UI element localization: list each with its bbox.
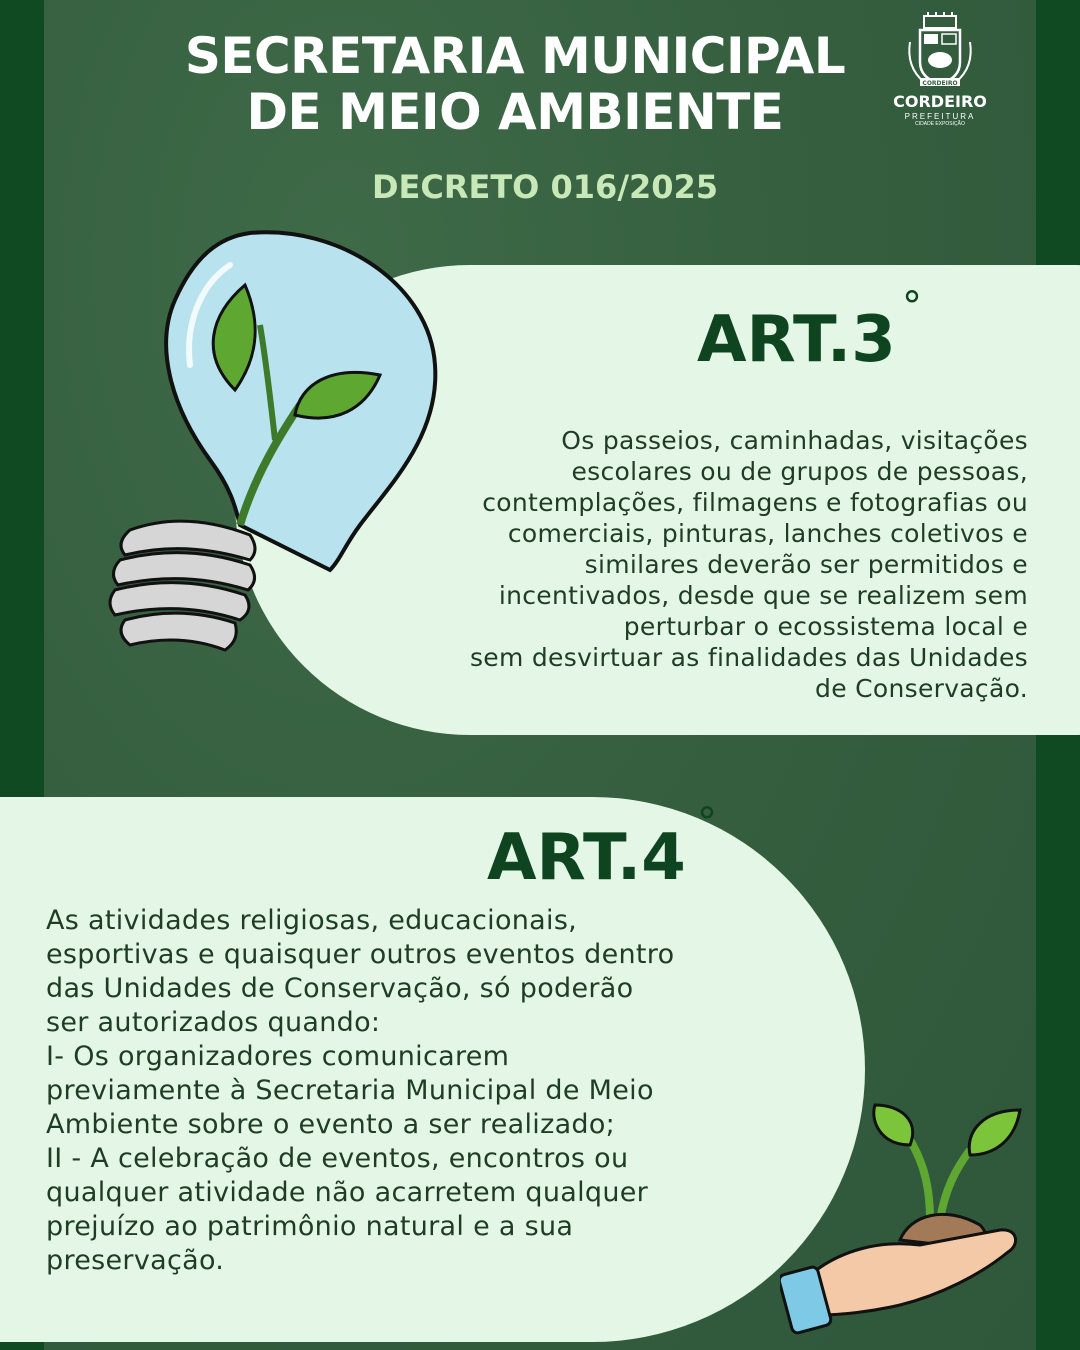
art3-degree: ° [902,284,922,330]
logo-subtitle: PREFEITURA [904,112,976,121]
art4-line: prejuízo ao patrimônio natural e a sua [46,1211,574,1242]
art4-line: II - A celebração de eventos, encontros ou [46,1143,629,1174]
art3-line: sem desvirtuar as finalidades das Unidades [469,643,1028,672]
art4-line: I- Os organizadores comunicarem [46,1041,510,1072]
crest-label: CORDEIRO [922,80,958,87]
art3-line: comerciais, pinturas, lanches coletivos e [507,519,1028,548]
art3-line: escolares ou de grupos de pessoas, [571,457,1028,486]
art4-line: ser autorizados quando: [46,1007,381,1038]
art3-line: Os passeios, caminhadas, visitações [561,426,1028,455]
page-title [150,28,880,140]
art4-body [46,904,826,1278]
title-line-1: SECRETARIA MUNICIPAL [184,27,846,85]
title-line-2: DE MEIO AMBIENTE [246,83,784,141]
art4-line: previamente à Secretaria Municipal de Meio [46,1075,654,1106]
hand-seedling-icon [780,1100,1040,1340]
art4-line: esportivas e quaisquer outros eventos dentro [46,939,675,970]
logo-tagline: CIDADE EXPOSIÇÃO [915,121,965,127]
art4-line: qualquer atividade não acarretem qualquer [46,1177,649,1208]
art4-title: ART.4 [487,821,686,895]
art4-degree: ° [697,800,717,846]
decree-number: DECRETO 016/2025 [371,168,719,206]
art3-title: ART.3 [697,303,896,377]
art3-line: similares deverão ser permitidos e [584,550,1028,579]
art3-line: de Conservação. [815,674,1028,703]
art4-line: das Unidades de Conservação, só poderão [46,973,634,1004]
art4-line: preservação. [46,1245,225,1276]
art3-line: incentivados, desde que se realizem sem [498,581,1028,610]
cordeiro-crest-icon [880,12,1000,92]
logo-name: CORDEIRO [893,92,987,111]
cordeiro-logo [880,12,1000,132]
art3-line: perturbar o ecossistema local e [623,612,1028,641]
art3-line: contemplações, filmagens e fotografias ou [482,488,1028,517]
art3-body [380,425,1028,704]
art4-line: Ambiente sobre o evento a ser realizado; [46,1109,616,1140]
art4-line: As atividades religiosas, educacionais, [46,905,578,936]
